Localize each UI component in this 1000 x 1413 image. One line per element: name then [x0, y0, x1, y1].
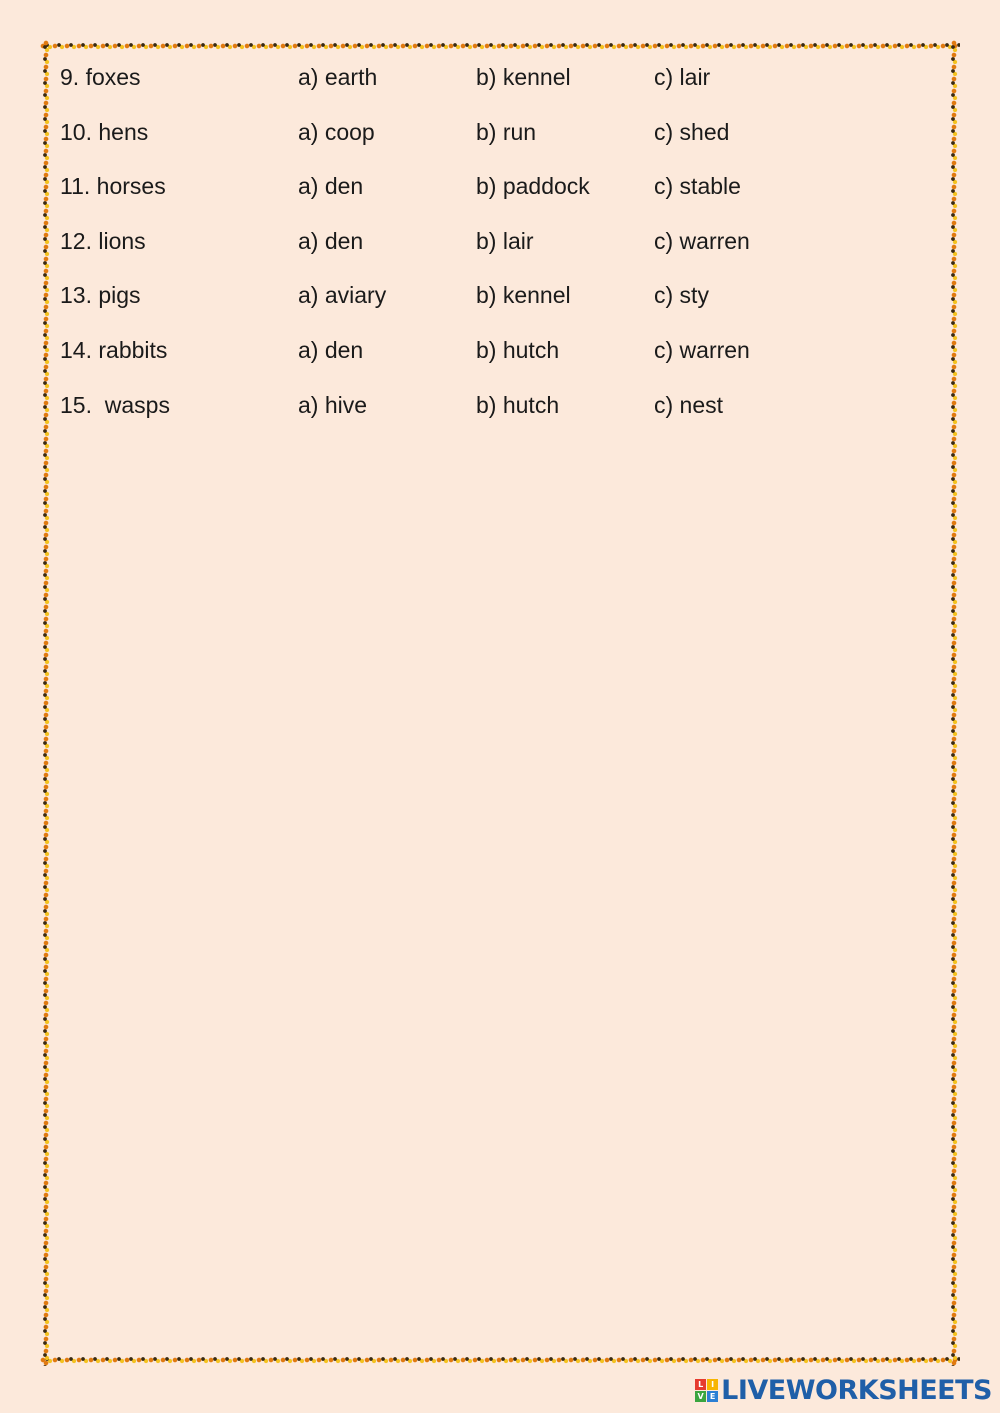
question-animal: 14. rabbits	[60, 336, 168, 363]
question-row	[60, 113, 920, 168]
option-b[interactable]: b) kennel	[476, 64, 571, 90]
question-animal: 10. hens	[60, 118, 149, 145]
liveworksheets-logo	[695, 1373, 992, 1407]
option-a[interactable]: a) hive	[298, 391, 368, 418]
option-a[interactable]: a) den	[298, 227, 364, 254]
option-c[interactable]: c) warren	[654, 336, 750, 363]
question-animal: 9. foxes	[60, 64, 141, 90]
logo-mark-icon	[695, 1379, 718, 1402]
border-bottom	[40, 1354, 960, 1366]
option-a[interactable]: a) aviary	[298, 282, 387, 309]
border-left	[40, 40, 52, 1366]
logo-mark-letter: V	[695, 1391, 706, 1402]
option-c[interactable]: c) stable	[654, 173, 741, 200]
option-b[interactable]: b) kennel	[476, 282, 571, 309]
border-top	[40, 40, 960, 52]
option-c[interactable]: c) sty	[654, 282, 709, 309]
question-list	[60, 58, 920, 440]
border-right	[948, 40, 960, 1366]
logo-mark-letter: L	[695, 1379, 706, 1390]
option-c[interactable]: c) lair	[654, 64, 711, 90]
option-c[interactable]: c) warren	[654, 227, 750, 254]
option-c[interactable]: c) nest	[654, 391, 724, 418]
question-animal: 11. horses	[60, 173, 166, 200]
option-b[interactable]: b) hutch	[476, 391, 560, 418]
option-a[interactable]: a) earth	[298, 64, 378, 90]
option-b[interactable]: b) hutch	[476, 336, 560, 363]
question-animal: 15. wasps	[60, 391, 170, 418]
option-a[interactable]: a) coop	[298, 118, 375, 145]
option-a[interactable]: a) den	[298, 173, 364, 200]
option-c[interactable]: c) shed	[654, 118, 730, 145]
question-animal: 12. lions	[60, 227, 146, 254]
question-row	[60, 58, 920, 113]
option-b[interactable]: b) paddock	[476, 173, 590, 200]
question-row	[60, 331, 920, 386]
logo-mark-letter: E	[707, 1391, 718, 1402]
question-animal: 13. pigs	[60, 282, 141, 309]
question-row	[60, 167, 920, 222]
option-a[interactable]: a) den	[298, 336, 364, 363]
logo-mark-letter: I	[707, 1379, 718, 1390]
option-b[interactable]: b) run	[476, 118, 537, 145]
question-row	[60, 276, 920, 331]
logo-text: LIVEWORKSHEETS	[721, 1374, 992, 1406]
question-row	[60, 386, 920, 441]
option-b[interactable]: b) lair	[476, 227, 534, 254]
question-row	[60, 222, 920, 277]
